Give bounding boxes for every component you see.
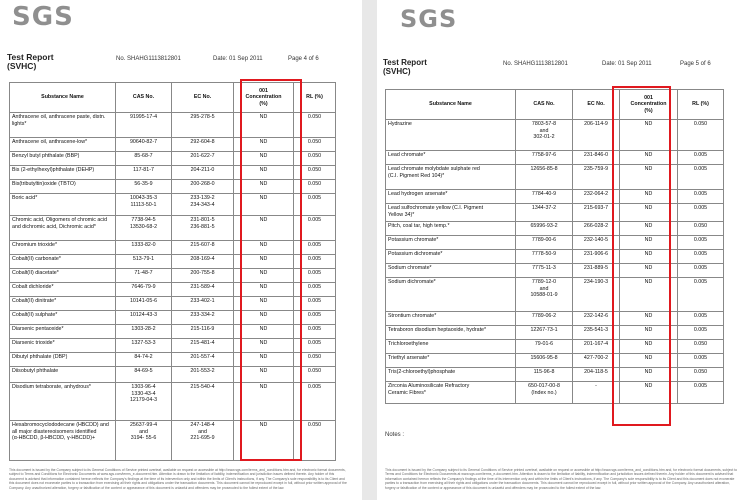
table-header-row [386,90,724,120]
table-row [386,382,724,404]
concentration-highlight-box [240,79,302,461]
ec-number-cell: 204-118-5 [573,368,620,382]
cas-number-cell: 513-79-1 [116,255,172,269]
reporting-limit-cell: 0.050 [294,138,336,152]
ec-number-cell: 206-114-9 [573,120,620,151]
substance-name-cell: Dibutyl phthalate (DBP) [10,353,116,367]
ec-number-cell: 231-589-4 [172,283,234,297]
ec-number-cell: 201-167-4 [573,340,620,354]
reporting-limit-cell: 0.005 [294,269,336,283]
ec-number-cell: 208-169-4 [172,255,234,269]
reporting-limit-cell: 0.050 [294,180,336,194]
substance-name-cell: Tetraboron disodium heptaoxide, hydrate* [386,326,516,340]
cas-number-cell: 91995-17-4 [116,113,172,138]
concentration-cell: ND [234,216,294,241]
legal-disclaimer: This document is issued by the Company subject to its General Conditions of Service printed overleaf, available on request or accessible at http://www.sgs.com/terms_and_conditions.htm and, for electronic format documents, subject to Terms and Conditions for Electronic Documents at www.sgs.com/terms_e-document.htm. Attention is drawn to the limitation of liability, indemnification and jurisdiction issues defined therein. Any holder of this document is advised that information contained hereon reflects the Company's findings at the time of its intervention only and within the limits of Client's instructions, if any. The Company's sole responsibility is to its Client and this document does not exonerate parties to a transaction from exercising all their rights and obligations under the transaction documents. This document cannot be reproduced except in full, without prior written approval of the Company. Any unauthorized alteration, forgery or falsification of the content or appearance of this document is unlawful and offenders may be prosecuted to the fullest extent of the law. [385,468,738,490]
substance-name-cell: Strontium chromate* [386,312,516,326]
column-header: EC No. [573,90,620,120]
cas-number-cell: 117-81-7 [116,166,172,180]
cas-number-cell: 12267-73-1 [516,326,573,340]
concentration-cell: ND [234,325,294,339]
substance-name-cell: Sodium chromate* [386,264,516,278]
concentration-cell: ND [620,190,678,204]
cas-number-cell: 7758-97-6 [516,151,573,165]
column-header: EC No. [172,83,234,113]
table-row [386,312,724,326]
substance-name-cell: Potassium dichromate* [386,250,516,264]
ec-number-cell: 215-481-4 [172,339,234,353]
report-title [7,53,54,72]
title-subline: (SVHC) [383,66,411,76]
reporting-limit-cell: 0.005 [678,382,724,404]
ec-number-cell: 204-211-0 [172,166,234,180]
page-number: Page 5 of 6 [680,61,711,67]
reporting-limit-cell: 0.005 [294,216,336,241]
cas-number-cell: 79-01-6 [516,340,573,354]
ec-number-cell: 295-278-5 [172,113,234,138]
ec-number-cell: 232-140-5 [573,236,620,250]
concentration-cell: ND [234,152,294,166]
ec-number-cell: 215-693-7 [573,204,620,222]
substance-name-cell: Trichloroethylene [386,340,516,354]
table-row [386,190,724,204]
cas-number-cell: 650-017-00-8 (Index no.) [516,382,573,404]
report-number: No. SHAHG1113812801 [503,61,568,67]
concentration-cell: ND [234,194,294,216]
substance-name-cell: Pitch, coal tar, high temp.* [386,222,516,236]
cas-number-cell: 7789-06-2 [516,312,573,326]
page-number: Page 4 of 6 [288,56,319,62]
substance-name-cell: Chromium trioxide* [10,241,116,255]
ec-number-cell: 233-334-2 [172,311,234,325]
svhc-table [385,89,724,404]
column-header: Substance Name [386,90,516,120]
ec-number-cell: 215-116-9 [172,325,234,339]
ec-number-cell: 234-190-3 [573,278,620,312]
substance-name-cell: Diarsenic trioxide* [10,339,116,353]
report-date: Date: 01 Sep 2011 [213,56,263,62]
reporting-limit-cell: 0.005 [678,354,724,368]
table-row [386,354,724,368]
reporting-limit-cell: 0.005 [294,311,336,325]
substance-name-cell: Anthracene oil, anthracene-low* [10,138,116,152]
substance-name-cell: Cobalt(II) sulphate* [10,311,116,325]
reporting-limit-cell: 0.050 [294,113,336,138]
reporting-limit-cell: 0.005 [678,190,724,204]
concentration-cell: ND [620,354,678,368]
title-line: Test Report [7,52,54,62]
substance-name-cell: Boric acid* [10,194,116,216]
ec-number-cell: 233-402-1 [172,297,234,311]
reporting-limit-cell: 0.005 [678,326,724,340]
table-row [386,222,724,236]
ec-number-cell: 266-028-2 [573,222,620,236]
reporting-limit-cell: 0.005 [294,255,336,269]
table-row [386,278,724,312]
substance-name-cell: Sodium dichromate* [386,278,516,312]
notes-label: Notes : [385,432,405,438]
cas-number-cell: 7789-00-6 [516,236,573,250]
cas-number-cell: 7775-11-3 [516,264,573,278]
substance-name-cell: Lead chromate molybdate sulphate red (C.I. Pigment Red 104)* [386,165,516,190]
concentration-cell: ND [234,255,294,269]
cas-number-cell: 10043-35-3 11113-50-1 [116,194,172,216]
concentration-cell: ND [620,222,678,236]
reporting-limit-cell: 0.005 [294,194,336,216]
substance-name-cell: Hydrazine [386,120,516,151]
cas-number-cell: 7784-40-9 [516,190,573,204]
concentration-cell: ND [620,278,678,312]
sgs-logo: SGS [12,2,74,32]
cas-number-cell: 1344-37-2 [516,204,573,222]
substance-name-cell: Disodium tetraborate, anhydrous* [10,383,116,421]
concentration-cell: ND [234,367,294,383]
concentration-cell: ND [234,311,294,325]
cas-number-cell: 90640-82-7 [116,138,172,152]
cas-number-cell: 84-69-5 [116,367,172,383]
column-header: 001 Concentration (%) [620,90,678,120]
concentration-cell: ND [620,250,678,264]
concentration-highlight-box [612,86,671,426]
substance-name-cell: Cobalt dichloride* [10,283,116,297]
substance-name-cell: Zirconia Aluminosilicate Refractory Ceramic Fibres* [386,382,516,404]
ec-number-cell: - [573,382,620,404]
cas-number-cell: 1327-53-3 [116,339,172,353]
table-row [386,340,724,354]
ec-number-cell: 231-889-5 [573,264,620,278]
cas-number-cell: 7646-79-9 [116,283,172,297]
cas-number-cell: 7803-57-8 and 302-01-2 [516,120,573,151]
cas-number-cell: 7789-12-0 and 10588-01-9 [516,278,573,312]
concentration-cell: ND [620,368,678,382]
cas-number-cell: 1303-96-4 1330-43-4 12179-04-3 [116,383,172,421]
substance-name-cell: Diarsenic pentaoxide* [10,325,116,339]
ec-number-cell: 231-906-6 [573,250,620,264]
table-row [386,264,724,278]
reporting-limit-cell: 0.005 [294,383,336,421]
concentration-cell: ND [234,180,294,194]
reporting-limit-cell: 0.005 [294,339,336,353]
concentration-cell: ND [620,204,678,222]
ec-number-cell: 231-801-5 236-881-5 [172,216,234,241]
cas-number-cell: 12656-85-8 [516,165,573,190]
ec-number-cell: 427-700-2 [573,354,620,368]
substance-name-cell: Cobalt(II) diacetate* [10,269,116,283]
substance-name-cell: Anthracene oil, anthracene paste, distn. lights* [10,113,116,138]
substance-name-cell: Tris(2-chloroethyl)phosphate [386,368,516,382]
concentration-cell: ND [620,120,678,151]
substance-name-cell: Triethyl arsenate* [386,354,516,368]
reporting-limit-cell: 0.005 [294,297,336,311]
title-line: Test Report [383,58,427,67]
ec-number-cell: 215-607-8 [172,241,234,255]
ec-number-cell: 233-139-2 234-343-4 [172,194,234,216]
substance-name-cell: Lead chromate* [386,151,516,165]
table-row [386,151,724,165]
table-row [386,204,724,222]
cas-number-cell: 7738-94-5 13530-68-2 [116,216,172,241]
substance-name-cell: Lead hydrogen arsenate* [386,190,516,204]
column-header: CAS No. [516,90,573,120]
concentration-cell: ND [234,269,294,283]
title-subline: (SVHC) [7,61,37,72]
concentration-cell: ND [620,312,678,326]
substance-name-cell: Lead sulfochromate yellow (C.I. Pigment Yellow 34)* [386,204,516,222]
reporting-limit-cell: 0.050 [678,340,724,354]
column-header: 001 Concentration (%) [234,83,294,113]
concentration-cell: ND [620,326,678,340]
reporting-limit-cell: 0.005 [678,278,724,312]
column-header: RL (%) [678,90,724,120]
report-page-5 [377,0,750,500]
column-header: Substance Name [10,83,116,113]
reporting-limit-cell: 0.050 [294,367,336,383]
ec-number-cell: 201-557-4 [172,353,234,367]
ec-number-cell: 232-064-2 [573,190,620,204]
reporting-limit-cell: 0.005 [294,325,336,339]
substance-name-cell: Potassium chromate* [386,236,516,250]
reporting-limit-cell: 0.005 [678,264,724,278]
reporting-limit-cell: 0.005 [678,151,724,165]
cas-number-cell: 7778-50-9 [516,250,573,264]
sgs-logo: SGS [400,5,458,33]
report-page-4 [0,0,362,500]
table-row [386,368,724,382]
ec-number-cell: 292-604-8 [172,138,234,152]
cas-number-cell: 85-68-7 [116,152,172,166]
reporting-limit-cell: 0.050 [294,421,336,461]
substance-name-cell: Benzyl butyl phthalate (BBP) [10,152,116,166]
concentration-cell: ND [620,151,678,165]
concentration-cell: ND [234,383,294,421]
reporting-limit-cell: 0.005 [294,283,336,297]
ec-number-cell: 201-622-7 [172,152,234,166]
reporting-limit-cell: 0.005 [678,236,724,250]
substance-name-cell: Diisobutyl phthalate [10,367,116,383]
concentration-cell: ND [234,166,294,180]
cas-number-cell: 56-35-9 [116,180,172,194]
reporting-limit-cell: 0.005 [678,250,724,264]
concentration-cell: ND [620,382,678,404]
ec-number-cell: 235-541-3 [573,326,620,340]
table-row [386,326,724,340]
ec-number-cell: 231-846-0 [573,151,620,165]
ec-number-cell: 235-759-9 [573,165,620,190]
report-title [383,59,427,77]
concentration-cell: ND [620,236,678,250]
concentration-cell: ND [620,340,678,354]
concentration-cell: ND [234,421,294,461]
table-row [386,250,724,264]
cas-number-cell: 10141-05-6 [116,297,172,311]
ec-number-cell: 201-553-2 [172,367,234,383]
concentration-cell: ND [234,283,294,297]
legal-disclaimer: This document is issued by the Company subject to its General Conditions of Service printed overleaf, available on request or accessible at http://www.sgs.com/terms_and_conditions.htm and, for electronic format documents, subject to Terms and Conditions for Electronic Documents at www.sgs.com/terms_e-document.htm. Attention is drawn to the limitation of liability, indemnification and jurisdiction issues defined therein. Any holder of this document is advised that information contained hereon reflects the Company's findings at the time of its intervention only and within the limits of Client's instructions, if any. The Company's sole responsibility is to its Client and this document does not exonerate parties to a transaction from exercising all their rights and obligations under the transaction documents. This document cannot be reproduced except in full, without prior written approval of the Company. Any unauthorized alteration, forgery or falsification of the content or appearance of this document is unlawful and offenders may be prosecuted to the fullest extent of the law. [9,468,347,490]
substance-name-cell: Chromic acid, Oligomers of chromic acid and dichromic acid, Dichromic acid* [10,216,116,241]
substance-name-cell: Bis(tributyltin)oxide (TBTO) [10,180,116,194]
column-header: RL (%) [294,83,336,113]
cas-number-cell: 1303-28-2 [116,325,172,339]
table-row [386,120,724,151]
concentration-cell: ND [234,138,294,152]
substance-name-cell: Cobalt(II) dinitrate* [10,297,116,311]
reporting-limit-cell: 0.050 [294,152,336,166]
table-row [386,236,724,250]
ec-number-cell: 247-148-4 and 221-695-9 [172,421,234,461]
reporting-limit-cell: 0.050 [294,353,336,367]
table-row [386,165,724,190]
cas-number-cell: 10124-43-3 [116,311,172,325]
column-header: CAS No. [116,83,172,113]
cas-number-cell: 1333-82-0 [116,241,172,255]
cas-number-cell: 71-48-7 [116,269,172,283]
ec-number-cell: 215-540-4 [172,383,234,421]
reporting-limit-cell: 0.050 [678,120,724,151]
reporting-limit-cell: 0.050 [678,368,724,382]
concentration-cell: ND [234,113,294,138]
concentration-cell: ND [234,241,294,255]
reporting-limit-cell: 0.050 [678,222,724,236]
cas-number-cell: 15606-95-8 [516,354,573,368]
cas-number-cell: 84-74-2 [116,353,172,367]
report-number: No. SHAHG1113812801 [116,56,181,62]
cas-number-cell: 65996-93-2 [516,222,573,236]
concentration-cell: ND [234,353,294,367]
reporting-limit-cell: 0.005 [678,204,724,222]
reporting-limit-cell: 0.005 [678,165,724,190]
concentration-cell: ND [620,165,678,190]
substance-name-cell: Bis (2-ethylhexyl)phthalate (DEHP) [10,166,116,180]
reporting-limit-cell: 0.005 [294,241,336,255]
ec-number-cell: 200-268-0 [172,180,234,194]
cas-number-cell: 115-96-8 [516,368,573,382]
concentration-cell: ND [620,264,678,278]
substance-name-cell: Hexabromocyclododecane (HBCDD) and all major diastereoisomers identified (α-HBCDD, β-HBCDD, γ-HBCDD)+ [10,421,116,461]
ec-number-cell: 200-755-8 [172,269,234,283]
cas-number-cell: 25637-99-4 and 3194- 55-6 [116,421,172,461]
concentration-cell: ND [234,297,294,311]
concentration-cell: ND [234,339,294,353]
report-date: Date: 01 Sep 2011 [602,61,652,67]
reporting-limit-cell: 0.005 [678,312,724,326]
reporting-limit-cell: 0.050 [294,166,336,180]
ec-number-cell: 232-142-6 [573,312,620,326]
substance-name-cell: Cobalt(II) carbonate* [10,255,116,269]
